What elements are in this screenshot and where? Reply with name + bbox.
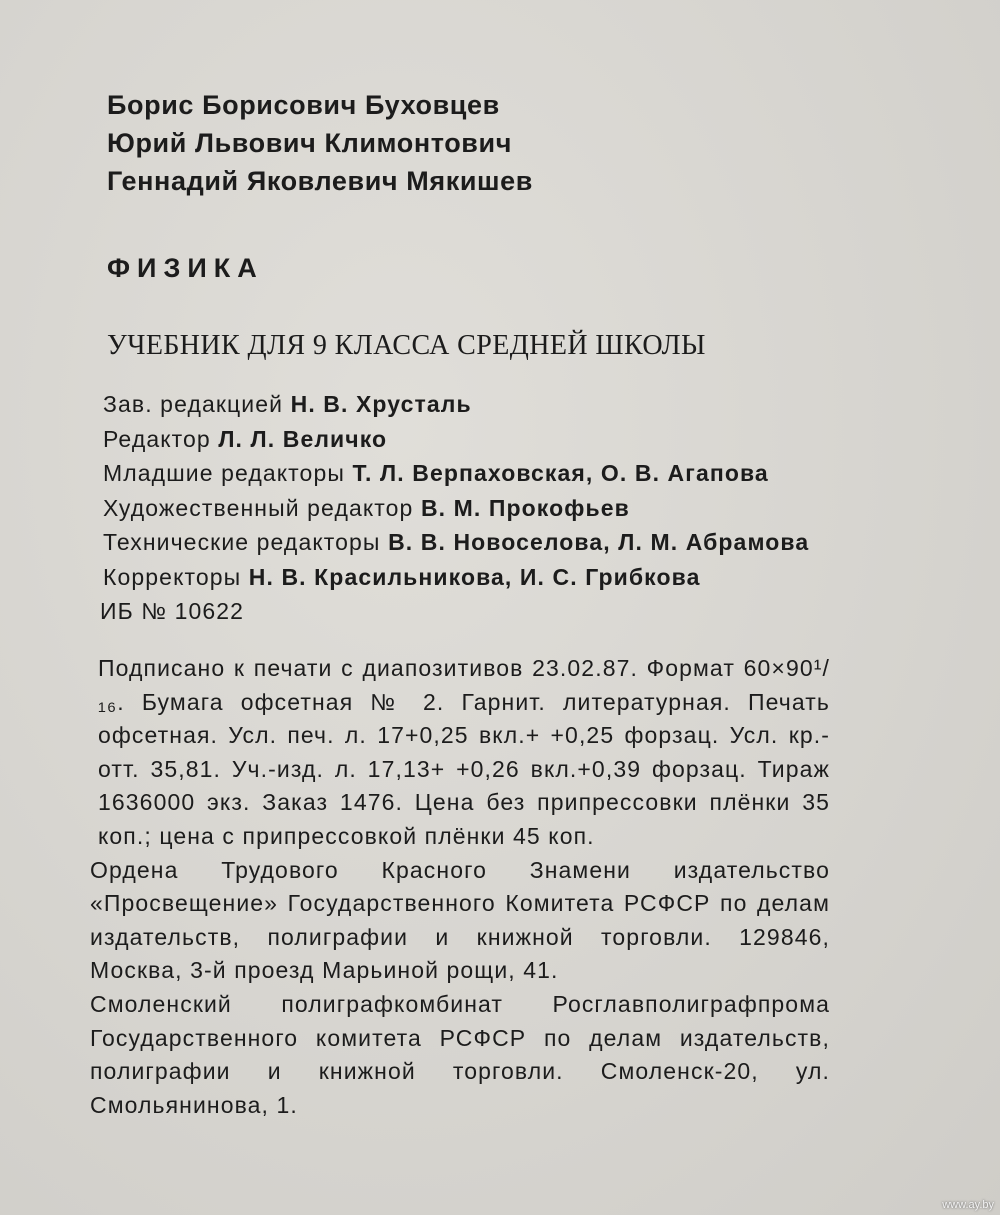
book-title: ФИЗИКА (107, 253, 264, 283)
credit-names: Т. Л. Верпаховская, О. В. Агапова (352, 460, 769, 486)
printer-paragraph: Смоленский полиграфкомбинат Росглавполиграфпрома Государственного комитета РСФСР по делам издательств, полиграфии и книжной торговли. Смоленск-20, ул. Смольянинова, 1. (90, 990, 830, 1118)
credit-names: Н. В. Красильникова, И. С. Грибкова (248, 563, 701, 590)
credit-role: Редактор (103, 425, 211, 452)
credit-line (103, 422, 809, 457)
credit-role: Зав. редакцией (103, 391, 284, 417)
imprint-block (90, 652, 830, 1122)
credit-names: Л. Л. Величко (218, 425, 388, 452)
credit-role: Корректоры (103, 563, 242, 590)
publisher-paragraph: Ордена Трудового Красного Знамени издательство «Просвещение» Государственного Комитета РСФСР по делам издательств, полиграфии и книжной торговли. 129846, Москва, 3-й проезд Марьиной рощи, 41. (90, 856, 830, 984)
credit-line (103, 491, 809, 526)
credit-role: Младшие редакторы (103, 460, 345, 486)
editorial-credits (103, 387, 809, 594)
credit-names: В. М. Прокофьев (420, 494, 630, 521)
author-name: Борис Борисович Буховцев (107, 90, 500, 120)
book-subtitle: УЧЕБНИК ДЛЯ 9 КЛАССА СРЕДНЕЙ ШКОЛЫ (107, 330, 706, 361)
credit-line (103, 560, 809, 595)
author-list (107, 86, 533, 200)
author-name: Геннадий Яковлевич Мякишев (107, 166, 533, 196)
author-name: Юрий Львович Климонтович (107, 128, 512, 158)
credit-role: Художественный редактор (103, 494, 414, 521)
ib-number: ИБ № 10622 (100, 598, 245, 624)
credit-line (103, 525, 809, 560)
credit-names: В. В. Новоселова, Л. М. Абрамова (388, 529, 810, 555)
credit-line (103, 456, 809, 491)
watermark: www.ay.by (942, 1199, 994, 1211)
print-specs-paragraph: Подписано к печати с диапозитивов 23.02.87. Формат 60×90¹/₁₆. Бумага офсетная № 2. Гарнит. литературная. Печать офсетная. Усл. печ. л. 17+0,25 вкл.+ +0,25 форзац. Усл. кр.-отт. 35,81. Уч.-изд. л. 17,13+ +0,26 вкл.+0,39 форзац. Тираж 1636000 экз. Заказ 1476. Цена без припрессовки плёнки 35 коп.; цена с припрессовкой плёнки 45 коп. (98, 655, 830, 849)
credit-line (103, 387, 809, 422)
credit-role: Технические редакторы (103, 529, 381, 555)
credit-names: Н. В. Хрусталь (290, 391, 472, 417)
